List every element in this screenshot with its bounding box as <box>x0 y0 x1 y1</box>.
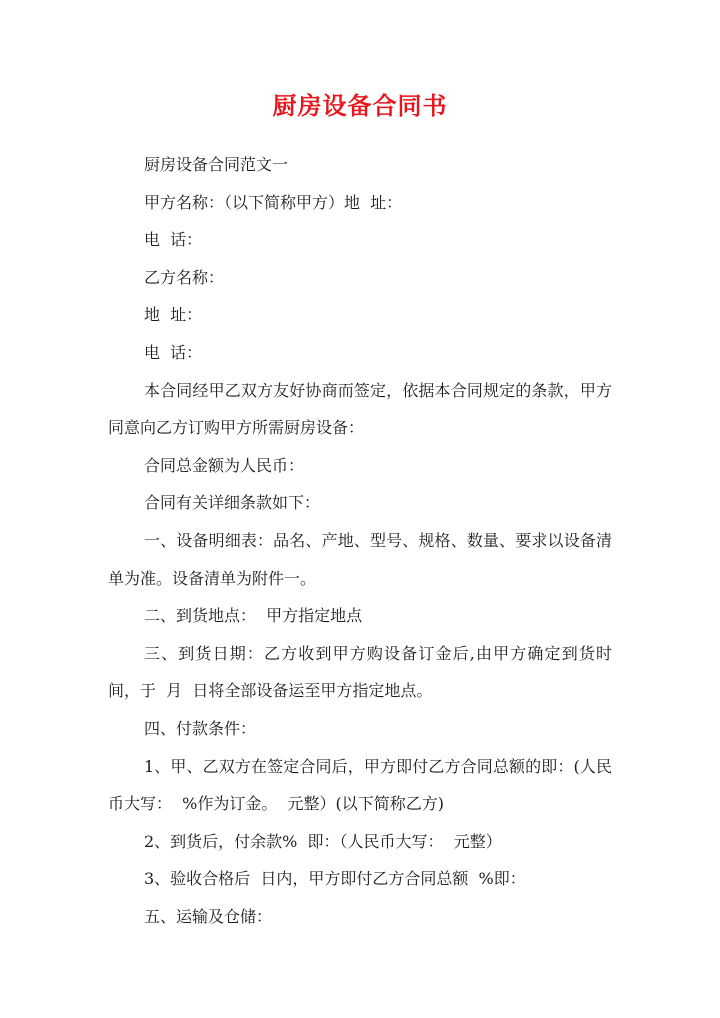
paragraph-party-b-address: 地 址： <box>144 305 203 325</box>
paragraph-clause-5: 五、运输及仓储： <box>144 906 273 926</box>
paragraph-clause-3: 三、到货日期：乙方收到甲方购设备订金后,由甲方确定到货时间，于 月 日将全部设备运至甲方指定地点。 <box>108 643 612 701</box>
paragraph-template-name: 厨房设备合同范文一 <box>144 155 289 174</box>
document-body <box>108 146 612 935</box>
paragraph-clause-4: 四、付款条件： <box>144 718 257 738</box>
paragraph-payment-3: 3、验收合格后 日内，甲方即付乙方合同总额 %即： <box>144 869 526 889</box>
paragraph-party-a-name: 甲方名称：（以下简称甲方）地 址： <box>144 192 403 212</box>
document-title: 厨房设备合同书 <box>272 91 448 120</box>
paragraph-clause-2: 二、到货地点： 甲方指定地点 <box>144 606 363 626</box>
paragraph-party-b-phone: 电 话： <box>144 342 203 362</box>
paragraph-payment-1: 1、甲、乙双方在签定合同后，甲方即付乙方合同总额的即：(人民币大写： %作为订金。 元整）(以下简称乙方) <box>108 756 612 814</box>
paragraph-total-amount: 合同总金额为人民币： <box>144 455 305 475</box>
paragraph-clause-1: 一、设备明细表：品名、产地、型号、规格、数量、要求以设备清单为准。设备清单为附件一。 <box>108 530 612 588</box>
paragraph-payment-2: 2、到货后，付余款% 即：（人民币大写： 元整） <box>144 831 502 851</box>
paragraph-party-b-name: 乙方名称： <box>144 267 225 287</box>
paragraph-terms-intro: 合同有关详细条款如下： <box>144 493 321 513</box>
paragraph-party-a-phone: 电 话： <box>144 230 203 250</box>
paragraph-preamble: 本合同经甲乙双方友好协商而签定，依据本合同规定的条款，甲方同意向乙方订购甲方所需厨房设备： <box>108 380 612 438</box>
